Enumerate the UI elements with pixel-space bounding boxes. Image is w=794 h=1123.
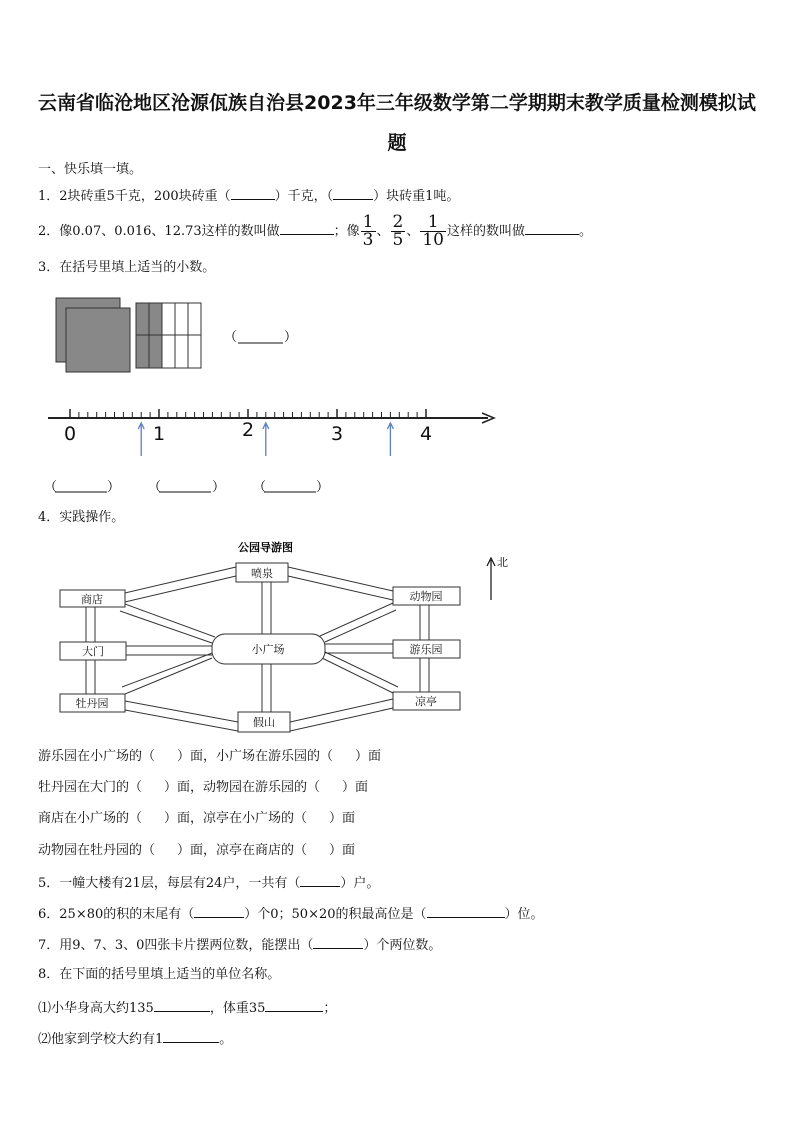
question-4: 4．实践操作。 [38, 510, 125, 525]
q1-text-prefix: 1．2块砖重5千克，200块砖重（ [38, 189, 231, 204]
dq-text: ）面 [355, 749, 382, 764]
place-shop: 商店 [81, 593, 103, 606]
answer-paren-right: ） [316, 480, 330, 495]
fraction-denominator: 10 [422, 230, 444, 250]
answer-paren-right: ） [107, 480, 121, 495]
dq-text: ）面 [329, 811, 356, 826]
question-7 [38, 935, 441, 955]
dq-text: ）面，动物园在游乐园的（ [164, 780, 321, 795]
fraction-numerator: 1 [420, 214, 446, 232]
figure-paren-left: （ [224, 330, 238, 345]
q8-text: ，体重35 [209, 1001, 266, 1016]
q1-text-mid: ）千克，（ [274, 189, 334, 204]
q5-text-suffix: ）户。 [340, 876, 380, 891]
q2-separator: 、 [376, 224, 390, 239]
answer-paren-left: （ [44, 480, 58, 495]
fraction-denominator: 3 [362, 230, 374, 250]
dq-text: 动物园在牡丹园的（ [38, 843, 156, 858]
question-8-part-1 [38, 998, 336, 1018]
q2-text-end: 。 [579, 224, 593, 239]
question-5 [38, 873, 379, 893]
q8-blank-height-unit[interactable] [154, 998, 210, 1012]
map-title: 公园导游图 [238, 541, 293, 554]
q6-blank-1[interactable] [194, 904, 244, 918]
exam-title-line1: 云南省临沧地区沧源佤族自治县2023年三年级数学第二学期期末教学质量检测模拟试 [38, 92, 756, 114]
square-grid-figure [56, 298, 201, 372]
section-heading: 一、快乐填一填。 [38, 162, 143, 177]
north-label: 北 [497, 556, 508, 569]
question-3: 3．在括号里填上适当的小数。 [38, 260, 216, 275]
tick-label: 2 [241, 419, 255, 441]
place-peony: 牡丹园 [75, 697, 109, 710]
figure-paren-right: ） [284, 330, 298, 345]
direction-question-3 [38, 810, 355, 828]
place-zoo: 动物园 [409, 590, 443, 603]
dq-text: 牡丹园在大门的（ [38, 780, 143, 795]
answer-paren-right: ） [212, 480, 226, 495]
full-square-front [66, 308, 130, 372]
tick-label: 4 [419, 423, 433, 445]
q6-text-prefix: 6．25×80的积的末尾有（ [38, 907, 195, 922]
place-plaza: 小广场 [251, 643, 285, 656]
q8-text: ⑵他家到学校大约有1 [38, 1032, 164, 1047]
q6-blank-2[interactable] [427, 904, 505, 918]
q8-blank-distance-unit[interactable] [163, 1029, 219, 1043]
exam-title-line2: 题 [387, 132, 407, 154]
place-pavilion: 凉亭 [415, 695, 437, 708]
q1-text-suffix: ）块砖重1吨。 [373, 189, 460, 204]
question-8: 8．在下面的括号里填上适当的单位名称。 [38, 967, 281, 982]
answer-paren-left: （ [253, 480, 267, 495]
q8-blank-weight-unit[interactable] [265, 998, 323, 1012]
dq-text: ）面，小广场在游乐园的（ [177, 749, 334, 764]
q2-text-suffix: 这样的数叫做 [447, 224, 526, 239]
question-8-part-2 [38, 1029, 232, 1049]
dq-text: 商店在小广场的（ [38, 811, 143, 826]
place-fountain: 喷泉 [251, 567, 273, 580]
fraction-numerator: 2 [392, 212, 404, 232]
q2-separator: 、 [406, 224, 420, 239]
dq-text: 游乐园在小广场的（ [38, 749, 156, 764]
q2-text-mid: ；像 [333, 224, 360, 239]
partial-square [136, 303, 201, 368]
place-rockery: 假山 [253, 716, 275, 729]
q7-text-prefix: 7．用9、7、3、0四张卡片摆两位数，能摆出（ [38, 938, 314, 953]
q8-text: ； [323, 1001, 337, 1016]
number-line [48, 409, 494, 456]
direction-question-1 [38, 748, 381, 766]
q7-blank[interactable] [313, 935, 363, 949]
q8-text: ⑴小华身高大约135 [38, 1001, 154, 1016]
q6-text-mid: ）个0；50×20的积最高位是（ [244, 907, 427, 922]
place-amusement: 游乐园 [409, 643, 443, 656]
direction-question-4 [38, 842, 355, 860]
q7-text-suffix: ）个两位数。 [363, 938, 442, 953]
park-map [60, 540, 508, 732]
tick-label: 0 [63, 423, 77, 445]
q6-text-suffix: ）位。 [504, 907, 544, 922]
direction-question-2 [38, 779, 368, 797]
q8-text: 。 [219, 1032, 233, 1047]
fraction-denominator: 5 [392, 230, 404, 250]
dq-text: ）面 [329, 843, 356, 858]
q5-blank[interactable] [300, 873, 340, 887]
question-6 [38, 904, 544, 924]
dq-text: ）面 [342, 780, 369, 795]
q5-text-prefix: 5．一幢大楼有21层，每层有24户，一共有（ [38, 876, 301, 891]
fraction-numerator: 1 [362, 212, 374, 232]
dq-text: ）面，凉亭在小广场的（ [164, 811, 308, 826]
q2-text-prefix: 2．像0.07、0.016、12.73这样的数叫做 [38, 224, 280, 239]
numberline-answers [44, 480, 329, 495]
place-gate: 大门 [82, 645, 104, 658]
dq-text: ）面，凉亭在商店的（ [177, 843, 308, 858]
tick-label: 1 [152, 423, 166, 445]
answer-paren-left: （ [148, 480, 162, 495]
tick-label: 3 [330, 423, 344, 445]
